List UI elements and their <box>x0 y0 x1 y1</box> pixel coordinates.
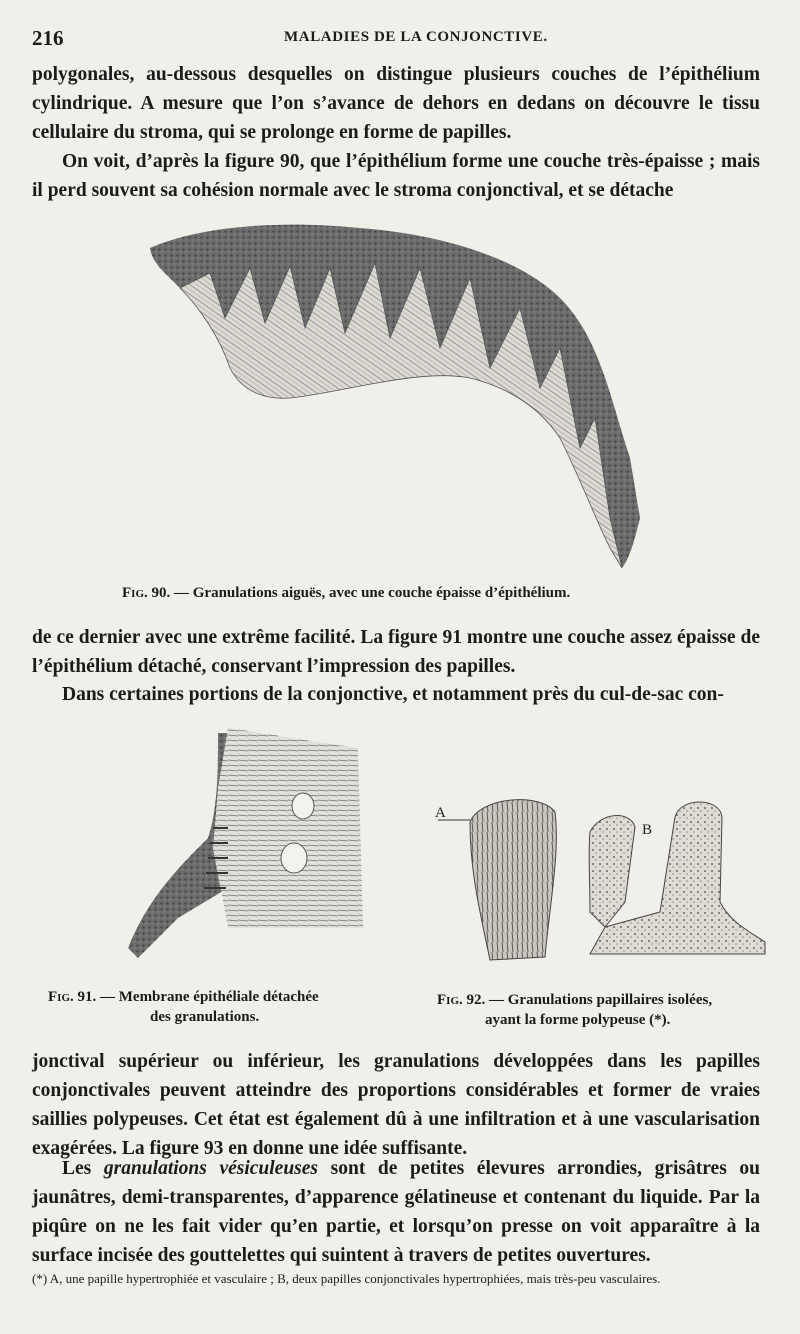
paragraph-6-end: sont de petites élevures arrondies, grisâtres ou jaunâtres, demi-transparentes, d’apparence gélatineuse et contenant du liquide. Par la piqûre on ne les fait vider qu’en partie, et lorsqu’on presse on voit apparaître à la surface incisée des gouttelettes qui suintent à travers de petites ouvertures. <box>32 1158 760 1266</box>
paragraph-5: jonctival supérieur ou inférieur, les granulations développées dans les papilles conjonctivales peuvent atteindre des proportions considérables et former de vraies saillies polypeuses. Cet état est également dû à une infiltration et à une vascularisation exagérées. La figure 93 en donne une idée suffisante. <box>32 1051 760 1159</box>
paragraph-2: On voit, d’après la figure 90, que l’épithélium forme une couche très-épaisse ; mais il perd souvent sa cohésion normale avec le stroma conjonctival, et se détache <box>32 151 760 201</box>
paragraph-1: polygonales, au-dessous desquelles on distingue plusieurs couches de l’épithélium cylindrique. A mesure que l’on s’avance de dehors en dedans on découvre le tissu cellulaire du stroma, qui se prolonge en forme de papilles. <box>32 64 760 143</box>
footnote: (*) A, une papille hypertrophiée et vasculaire ; B, deux papilles conjonctivales hypertrophiées, mais très-peu vasculaires. <box>32 1271 661 1286</box>
paragraph-3: de ce dernier avec une extrême facilité. La figure 91 montre une couche assez épaisse de l’épithélium détaché, conservant l’impression des papilles. <box>32 627 760 677</box>
figure-92-illustration <box>430 792 770 967</box>
page-header <box>32 26 772 52</box>
figure-91-label: Fig. 91. <box>48 989 97 1005</box>
figure-92-label: Fig. 92. <box>437 992 486 1008</box>
figure-91-caption-line2: des granulations. <box>150 1009 260 1025</box>
figure-90-label: Fig. 90. <box>122 585 171 601</box>
figure-91-caption <box>48 987 418 1027</box>
paragraph-6-start: Les <box>62 1158 104 1179</box>
figure-90-caption-text: — Granulations aiguës, avec une couche épaisse d’épithélium. <box>174 585 571 601</box>
paragraph-4: Dans certaines portions de la conjonctive, et notamment près du cul-de-sac con- <box>62 684 724 705</box>
figure-92-marker-a: A <box>435 805 446 821</box>
figure-92-caption-line1: — Granulations papillaires isolées, <box>489 992 713 1008</box>
running-title: MALADIES DE LA CONJONCTIVE. <box>284 29 548 45</box>
figure-91-caption-line1: — Membrane épithéliale détachée <box>100 989 319 1005</box>
figure-90-illustration <box>140 218 640 570</box>
page-number: 216 <box>32 26 64 50</box>
figure-92-marker-b: B <box>642 822 653 838</box>
figure-90-caption <box>122 583 702 603</box>
paragraph-6-italic-term: granulations vésiculeuses <box>103 1158 319 1179</box>
paragraph-6 <box>32 1154 760 1270</box>
figure-91-illustration <box>118 728 408 968</box>
figure-92-caption <box>437 990 782 1030</box>
figure-92-caption-line2: ayant la forme polypeuse (*). <box>485 1012 671 1028</box>
